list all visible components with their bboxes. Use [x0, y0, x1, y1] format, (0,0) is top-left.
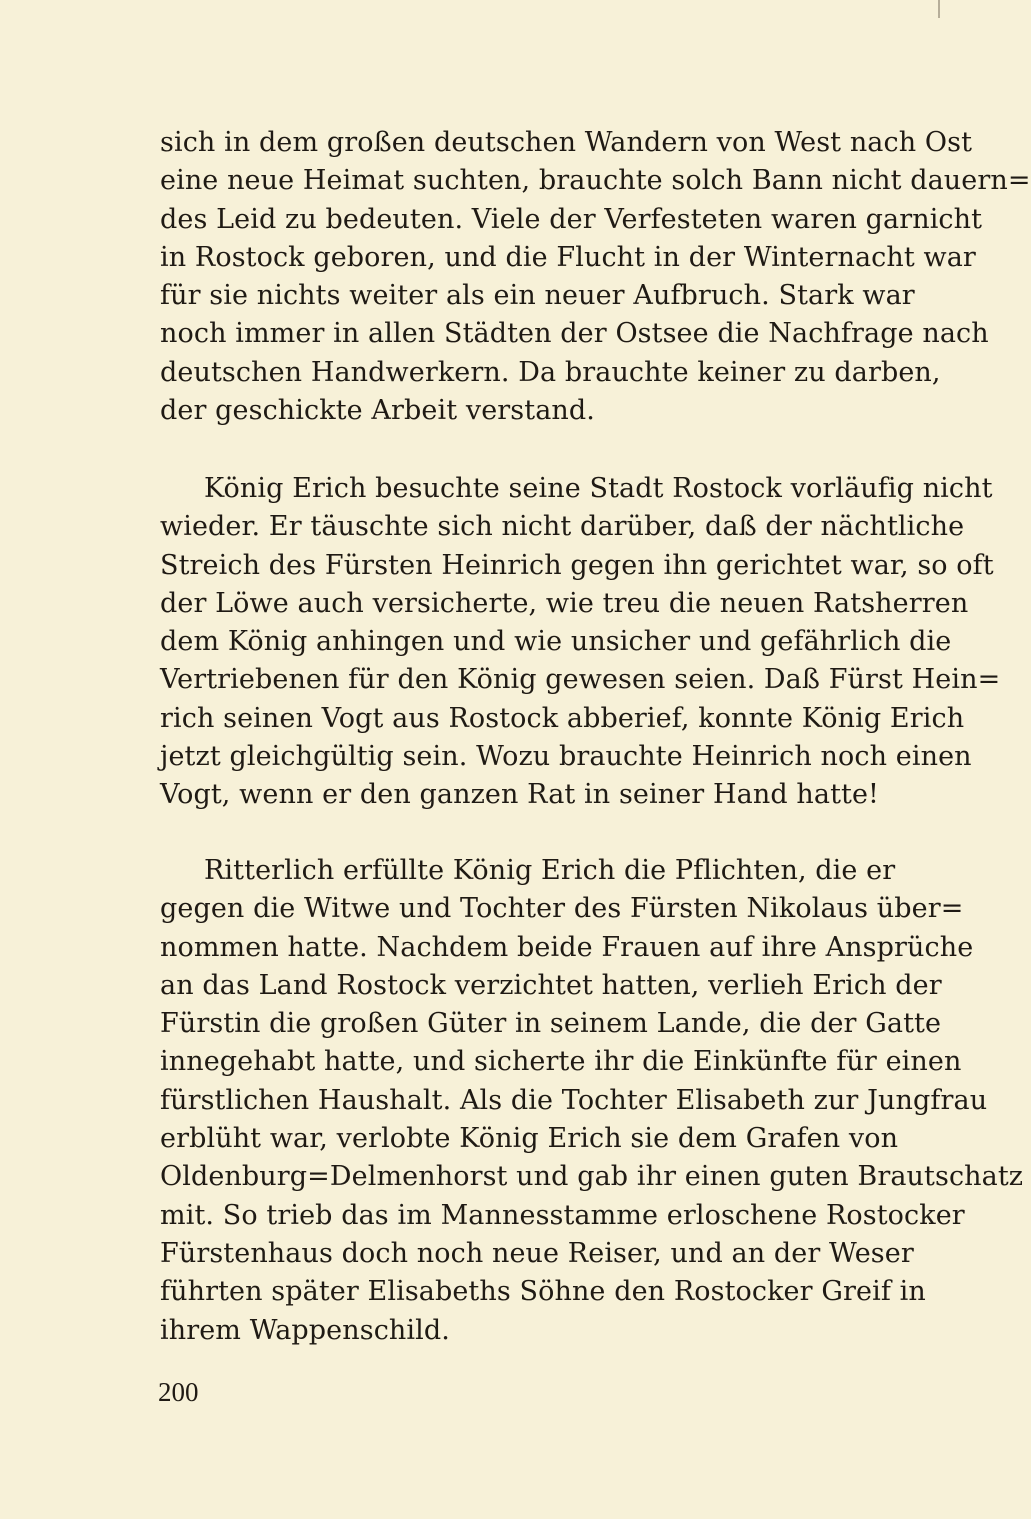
- text-line: Fürstin die großen Güter in seinem Lande, die der Gatte: [160, 1008, 942, 1040]
- text-line: noch immer in allen Städten der Ostsee die Nachfrage nach: [160, 318, 989, 350]
- text-line: der geschickte Arbeit verstand.: [160, 395, 595, 427]
- paragraph-1: [160, 124, 1031, 430]
- text-line: der Löwe auch versicherte, wie treu die neuen Ratsherren: [160, 587, 969, 619]
- text-line: deutschen Handwerkern. Da brauchte keiner zu darben,: [160, 356, 941, 388]
- text-line: sich in dem großen deutschen Wandern von West nach Ost: [160, 127, 973, 158]
- text-line: an das Land Rostock verzichtet hatten, verlieh Erich der: [160, 969, 942, 1001]
- text-line: Ritterlich erfüllte König Erich die Pflichten, die er: [204, 855, 896, 886]
- text-line: Oldenburg=Delmenhorst und gab ihr einen guten Brautschatz: [160, 1161, 1024, 1193]
- text-line: jetzt gleichgültig sein. Wozu brauchte Heinrich noch einen: [160, 741, 972, 773]
- text-line: erblüht war, verlobte König Erich sie dem Grafen von: [160, 1123, 899, 1155]
- text-line: für sie nichts weiter als ein neuer Aufbruch. Stark war: [160, 280, 915, 312]
- text-line: mit. So trieb das im Mannesstamme erloschene Rostocker: [160, 1199, 965, 1231]
- text-line: gegen die Witwe und Tochter des Fürsten Nikolaus über=: [160, 893, 964, 925]
- text-line: fürstlichen Haushalt. Als die Tochter Elisabeth zur Jungfrau: [160, 1084, 988, 1116]
- text-line: innegehabt hatte, und sicherte ihr die Einkünfte für einen: [160, 1046, 962, 1078]
- text-line: Vertriebenen für den König gewesen seien. Daß Fürst Hein=: [160, 664, 1001, 696]
- text-line: König Erich besuchte seine Stadt Rostock vorläufig nicht: [204, 473, 993, 504]
- paragraph-3: [160, 852, 1024, 1350]
- text-line: nommen hatte. Nachdem beide Frauen auf ihre Ansprüche: [160, 931, 974, 963]
- text-line: eine neue Heimat suchten, brauchte solch Bann nicht dauern=: [160, 165, 1031, 197]
- text-line: in Rostock geboren, und die Flucht in der Winternacht war: [160, 241, 976, 273]
- text-line: ihrem Wappenschild.: [160, 1314, 450, 1346]
- text-line: wieder. Er täuschte sich nicht darüber, daß der nächtliche: [160, 511, 965, 543]
- text-line: Fürstenhaus doch noch neue Reiser, und an der Weser: [160, 1237, 914, 1269]
- paragraph-2: [160, 470, 1001, 815]
- text-line: des Leid zu bedeuten. Viele der Verfesteten waren garnicht: [160, 203, 983, 235]
- page-number: 200: [158, 1377, 199, 1407]
- text-line: rich seinen Vogt aus Rostock abberief, konnte König Erich: [160, 702, 965, 734]
- text-line: Streich des Fürsten Heinrich gegen ihn gerichtet war, so oft: [160, 549, 994, 581]
- text-line: dem König anhingen und wie unsicher und gefährlich die: [160, 626, 952, 658]
- margin-mark: [938, 0, 940, 18]
- text-line: führten später Elisabeths Söhne den Rostocker Greif in: [160, 1276, 926, 1308]
- text-line: Vogt, wenn er den ganzen Rat in seiner Hand hatte!: [160, 779, 879, 811]
